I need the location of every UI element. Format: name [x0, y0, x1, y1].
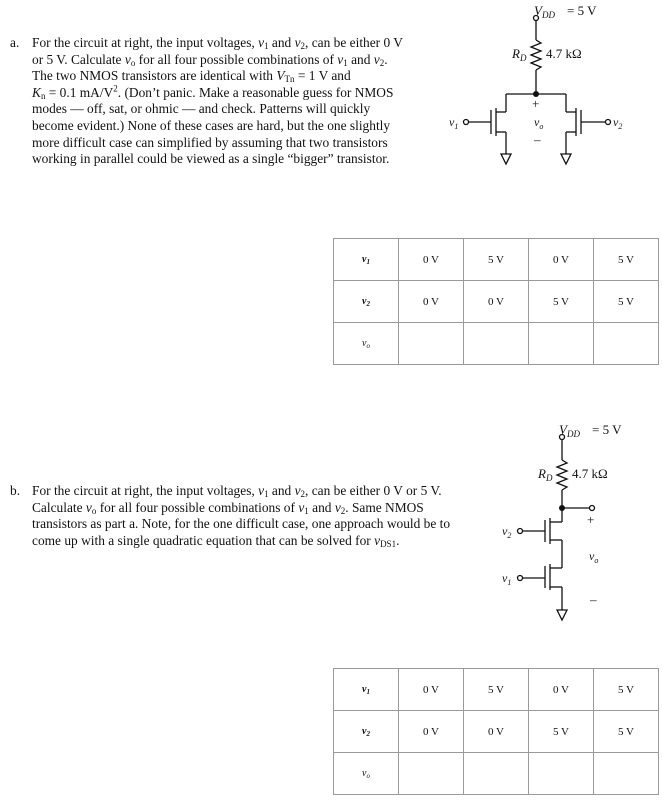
table-cell[interactable]: [529, 753, 594, 795]
v1-label: $v_1$: [502, 571, 512, 587]
row-header: $v_2$: [334, 711, 399, 753]
vo-plus: +: [587, 512, 595, 527]
v2-terminal: [606, 120, 611, 125]
rd-resistor: [557, 460, 567, 490]
vdd-symbol: $V_{DD}$: [534, 3, 555, 20]
vdd-value: = 5 V: [567, 3, 597, 18]
rd-symbol: $R_D$: [512, 46, 527, 63]
v1-terminal: [518, 576, 523, 581]
table-row: [334, 323, 659, 365]
table-row: [334, 239, 659, 281]
table-cell: 0 V: [399, 281, 464, 323]
text-line: $K_n = 0.1$ $mA/V^2$. (Don’t panic. Make a reasonable guess for NMOS: [32, 83, 394, 101]
text-line: The two NMOS transistors are identical with $V_{Tn} = 1$ V and: [32, 68, 351, 85]
table-row: [334, 711, 659, 753]
row-header: $v_1$: [334, 239, 399, 281]
vo-minus: –: [590, 592, 597, 607]
table-a: [333, 238, 659, 365]
row-header: $v_2$: [334, 281, 399, 323]
m2-ground-arrow: [561, 154, 571, 164]
table-cell[interactable]: [464, 753, 529, 795]
problem-a-label: a.: [10, 35, 20, 50]
problem-b-label: b.: [10, 483, 21, 498]
table-cell: 0 V: [399, 239, 464, 281]
circuit-b: [470, 410, 662, 630]
table-row: [334, 281, 659, 323]
text-line: become evident.) None of these cases are hard, but the one slightly: [32, 117, 391, 133]
table-cell: 5 V: [529, 281, 594, 323]
text-line: or 5 V. Calculate $v_o$ for all four possible combinations of $v_1$ and $v_2$.: [32, 51, 388, 68]
table-cell: 0 V: [529, 669, 594, 711]
table-cell: 0 V: [399, 711, 464, 753]
problem-a: [10, 35, 450, 168]
rd-symbol: $R_D$: [538, 466, 553, 483]
text-line: For the circuit at right, the input voltages, $v_1$ and $v_2$, can be either 0 V or 5 V.: [32, 483, 442, 499]
ground-arrow: [557, 610, 567, 620]
vdd-symbol: $V_{DD}$: [559, 422, 580, 439]
table-cell[interactable]: [529, 323, 594, 365]
table-cell: 5 V: [464, 669, 529, 711]
vo-label: $v_o$: [589, 549, 599, 565]
v1-terminal: [464, 120, 469, 125]
v2-terminal: [518, 529, 523, 534]
problem-b-text: [32, 483, 490, 549]
table-cell: 0 V: [464, 281, 529, 323]
text-line: working in parallel could be viewed as a single “bigger” transistor.: [32, 151, 390, 167]
text-line: transistors as part a. Note, for the one difficult case, one approach would be to: [32, 516, 451, 532]
row-header: $v_o$: [334, 323, 399, 365]
text-line: modes — off, sat, or ohmic — and check. Patterns will quickly: [32, 101, 371, 117]
table-cell: 0 V: [399, 669, 464, 711]
problem-a-text: [32, 35, 450, 168]
problem-b: [10, 483, 490, 549]
table-cell[interactable]: [399, 323, 464, 365]
table-row: [334, 669, 659, 711]
circuit-a: [440, 0, 662, 190]
table-cell: 0 V: [464, 711, 529, 753]
table-cell: 0 V: [529, 239, 594, 281]
text-line: Calculate $v_o$ for all four possible combinations of $v_1$ and $v_2$. Same NMOS: [32, 499, 424, 516]
m1-ground-arrow: [501, 154, 511, 164]
rd-resistor: [531, 40, 541, 70]
table-cell[interactable]: [399, 753, 464, 795]
vo-minus: –: [534, 132, 541, 147]
rd-value: 4.7 kΩ: [572, 466, 608, 481]
table-row: [334, 753, 659, 795]
table-cell: 5 V: [594, 711, 659, 753]
text-line: For the circuit at right, the input voltages, $v_1$ and $v_2$, can be either 0 V: [32, 35, 403, 51]
v2-label: $v_2$: [613, 115, 623, 131]
table-cell[interactable]: [464, 323, 529, 365]
table-cell: 5 V: [594, 669, 659, 711]
table-cell: 5 V: [594, 239, 659, 281]
table-cell[interactable]: [594, 323, 659, 365]
text-line: more difficult case can simplified by assuming that two transistors: [32, 134, 388, 150]
row-header: $v_o$: [334, 753, 399, 795]
table-cell: 5 V: [594, 281, 659, 323]
table-cell: 5 V: [464, 239, 529, 281]
row-header: $v_1$: [334, 669, 399, 711]
text-line: come up with a single quadratic equation that can be solved for $v_{DS1}$.: [32, 532, 400, 549]
vdd-value: = 5 V: [592, 422, 622, 437]
v1-label: $v_1$: [449, 115, 459, 131]
v2-label: $v_2$: [502, 524, 512, 540]
output-terminal: [590, 506, 595, 511]
table-cell[interactable]: [594, 753, 659, 795]
rd-value: 4.7 kΩ: [546, 46, 582, 61]
table-b: [333, 668, 659, 795]
vo-label: $v_o$: [534, 115, 544, 131]
table-cell: 5 V: [529, 711, 594, 753]
vo-plus: +: [532, 96, 540, 111]
